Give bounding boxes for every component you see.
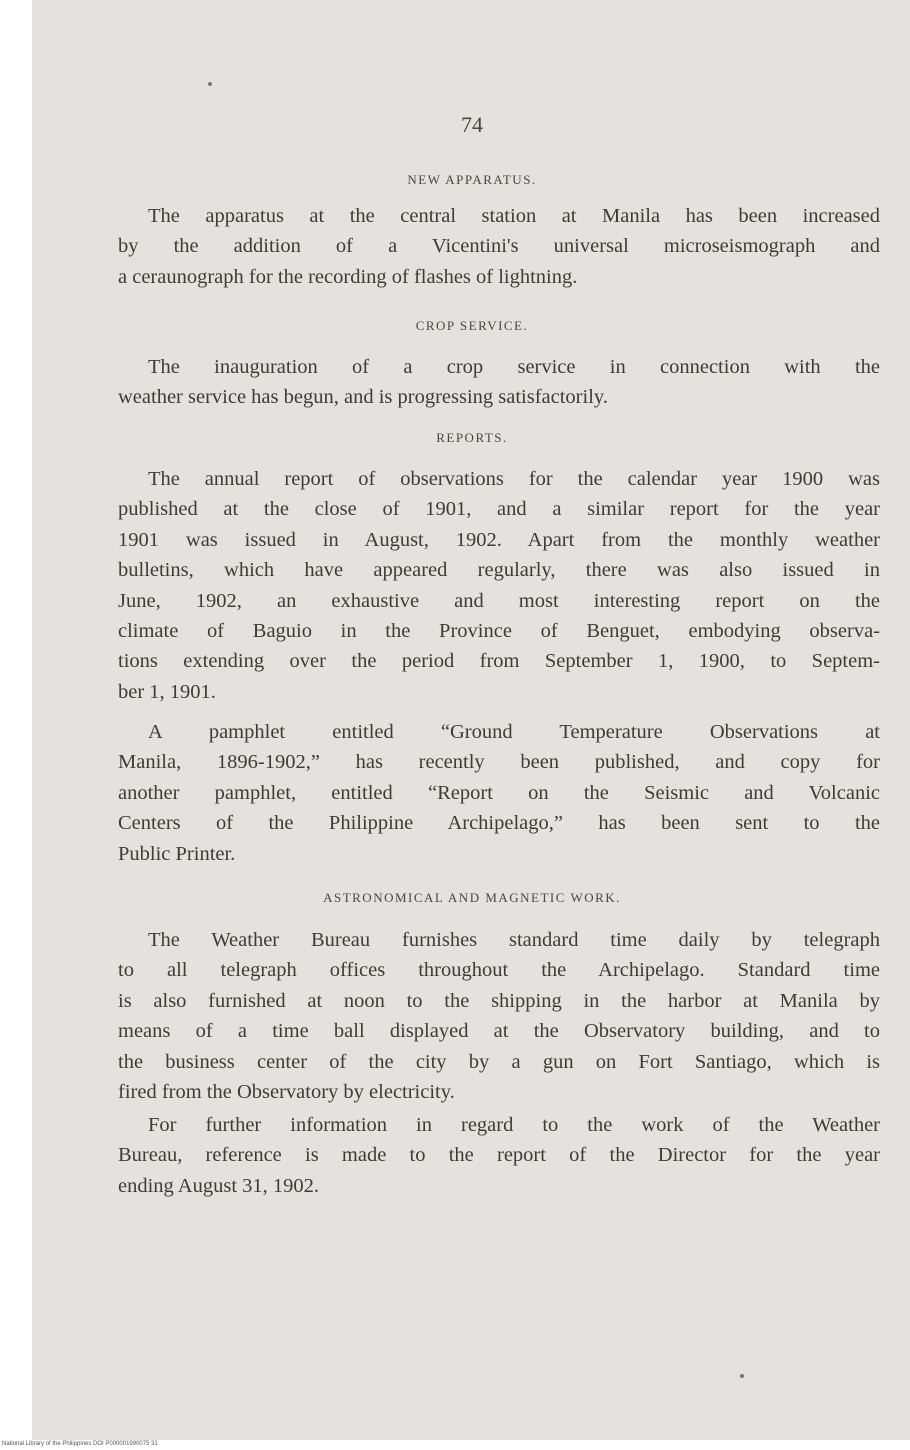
footer-credit: National Library of the Philippines DOI P000001990075 31 (2, 1441, 158, 1447)
paragraph-new-apparatus (118, 201, 880, 292)
paragraph-crop-service (118, 352, 880, 413)
ink-speck (208, 82, 212, 86)
text-line: a ceraunograph for the recording of flashes of lightning. (118, 265, 578, 288)
text-line: means of a time ball displayed at the Observatory building, and to (118, 1020, 880, 1043)
text-line: tions extending over the period from September 1, 1900, to Septem- (118, 650, 880, 673)
section-heading-crop-service: CROP SERVICE. (415, 318, 529, 333)
text-line: For further information in regard to the work of the Weather (148, 1114, 880, 1136)
text-line: A pamphlet entitled “Ground Temperature Observations at (148, 721, 880, 743)
text-line: The inauguration of a crop service in connection with the (148, 356, 880, 378)
text-line: Public Printer. (118, 842, 236, 865)
text-line: to all telegraph offices throughout the Archipelago. Standard time (118, 959, 880, 982)
text-line: another pamphlet, entitled “Report on the Seismic and Volcanic (118, 781, 880, 804)
page-number: 74 (461, 112, 483, 137)
text-line: Centers of the Philippine Archipelago,” has been sent to the (118, 812, 880, 835)
text-line: is also furnished at noon to the shipping in the harbor at Manila by (118, 989, 880, 1012)
text-line: bulletins, which have appeared regularly, there was also issued in (118, 559, 880, 582)
paragraph-reports-pamphlets (118, 717, 880, 869)
section-heading-new-apparatus: NEW APPARATUS. (407, 172, 537, 187)
text-line: published at the close of 1901, and a similar report for the year (118, 498, 880, 521)
text-line: the business center of the city by a gun on Fort Santiago, which is (118, 1050, 880, 1073)
section-heading-astronomical-magnetic: ASTRONOMICAL AND MAGNETIC WORK. (323, 890, 621, 905)
text-line: Bureau, reference is made to the report of the Director for the year (118, 1144, 880, 1167)
text-line: The apparatus at the central station at Manila has been increased (148, 205, 880, 227)
scanned-page (32, 0, 910, 1440)
paragraph-further-information (118, 1110, 880, 1201)
text-line: climate of Baguio in the Province of Benguet, embodying observa- (118, 619, 880, 642)
text-line: June, 1902, an exhaustive and most interesting report on the (118, 589, 880, 612)
text-line: fired from the Observatory by electricity. (118, 1080, 455, 1103)
section-heading-reports: REPORTS. (436, 430, 508, 445)
text-line: Manila, 1896-1902,” has recently been published, and copy for (118, 751, 880, 774)
text-line: The Weather Bureau furnishes standard time daily by telegraph (148, 929, 880, 951)
text-line: weather service has begun, and is progressing satisfactorily. (118, 386, 608, 409)
text-line: The annual report of observations for the calendar year 1900 was (148, 468, 880, 490)
text-line: ber 1, 1901. (118, 680, 216, 703)
paragraph-reports-annual (118, 464, 880, 707)
text-line: 1901 was issued in August, 1902. Apart from the monthly weather (118, 528, 880, 551)
text-line: ending August 31, 1902. (118, 1174, 320, 1197)
ink-speck (740, 1374, 744, 1378)
paragraph-astronomical-time (118, 925, 880, 1107)
text-line: by the addition of a Vicentini's universal microseismograph and (118, 235, 880, 258)
